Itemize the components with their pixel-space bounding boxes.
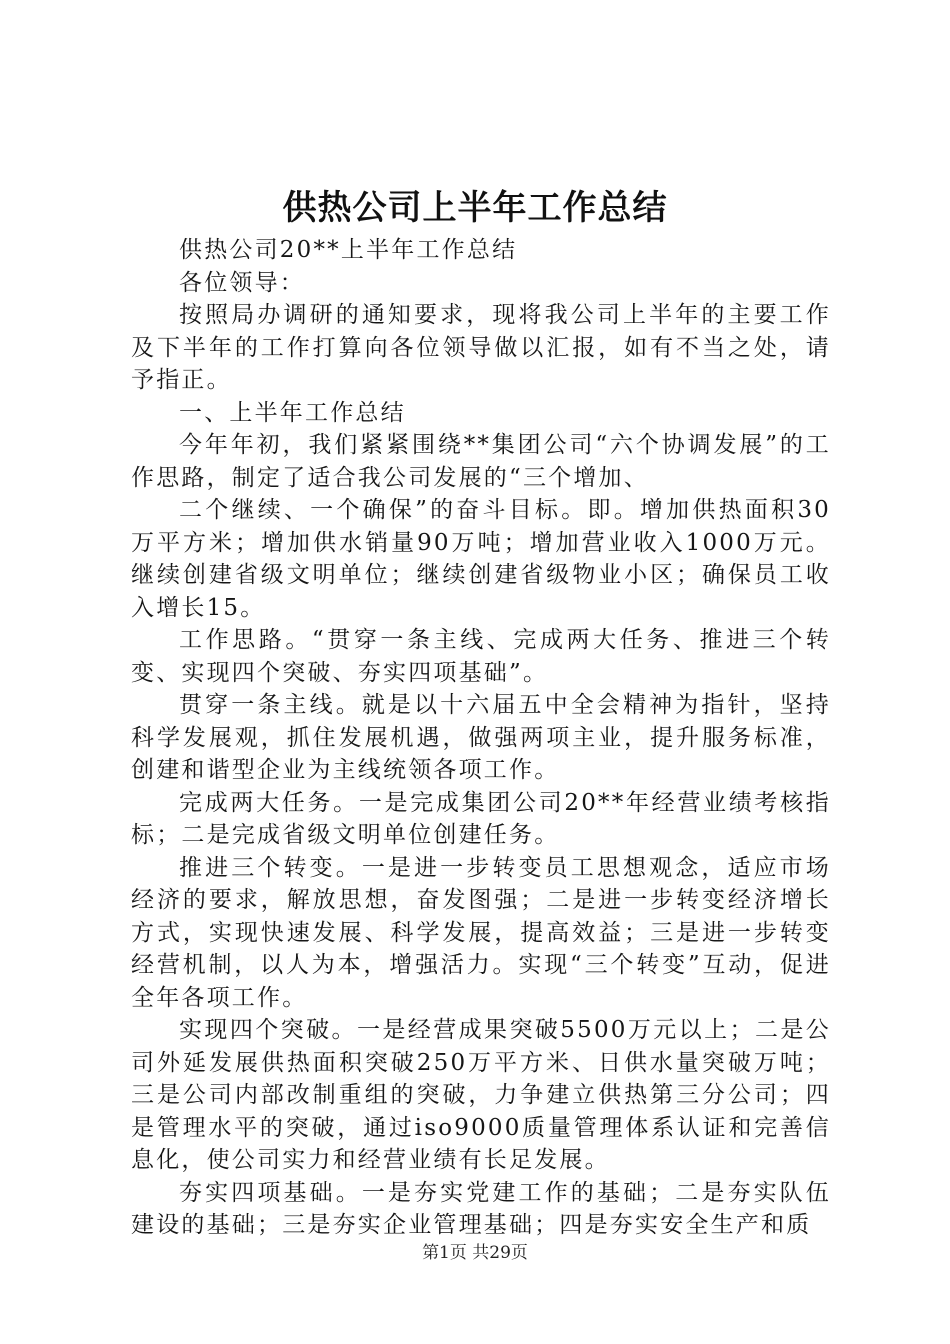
document-body [131,234,831,1242]
paragraph: 实现四个突破。一是经营成果突破5500万元以上；二是公司外延发展供热面积突破250万平方米、日供水量突破万吨；三是公司内部改制重组的突破，力争建立供热第三分公司；四是管理水平的突破，通过iso9000质量管理体系认证和完善信息化，使公司实力和经营业绩有长足发展。 [131,1017,831,1173]
paragraph: 推进三个转变。一是进一步转变员工思想观念，适应市场经济的要求，解放思想，奋发图强；二是进一步转变经济增长方式，实现快速发展、科学发展，提高效益；三是进一步转变经营机制，以人为本，增强活力。实现“三个转变”互动，促进全年各项工作。 [131,854,831,1011]
paragraph: 完成两大任务。一是完成集团公司20**年经营业绩考核指标；二是完成省级文明单位创建任务。 [131,789,831,848]
paragraph-intro: 按照局办调研的通知要求，现将我公司上半年的主要工作及下半年的工作打算向各位领导做以汇报，如有不当之处，请予指正。 [131,302,831,393]
paragraph: 贯穿一条主线。就是以十六届五中全会精神为指针，坚持科学发展观，抓住发展机遇，做强两项主业，提升服务标准，创建和谐型企业为主线统领各项工作。 [131,692,831,783]
section-heading: 一、上半年工作总结 [179,399,406,426]
paragraph: 夯实四项基础。一是夯实党建工作的基础；二是夯实队伍建设的基础；三是夯实企业管理基础；四是夯实安全生产和质 [131,1179,831,1238]
page-footer: 第1页 共29页 [422,1243,528,1263]
paragraph: 工作思路。“贯穿一条主线、完成两大任务、推进三个转变、实现四个突破、夯实四项基础”。 [131,627,831,686]
paragraph: 今年年初，我们紧紧围绕**集团公司“六个协调发展”的工作思路，制定了适合我公司发展的“三个增加、 [131,432,831,491]
document-title: 供热公司上半年工作总结 [282,188,668,228]
paragraph-salutation: 各位领导： [179,269,305,296]
paragraph-subtitle: 供热公司20**上半年工作总结 [179,237,518,263]
paragraph: 二个继续、一个确保”的奋斗目标。即。增加供热面积30万平方米；增加供水销量90万吨；增加营业收入1000万元。继续创建省级文明单位；继续创建省级物业小区；确保员工收入增长15。 [131,497,831,621]
